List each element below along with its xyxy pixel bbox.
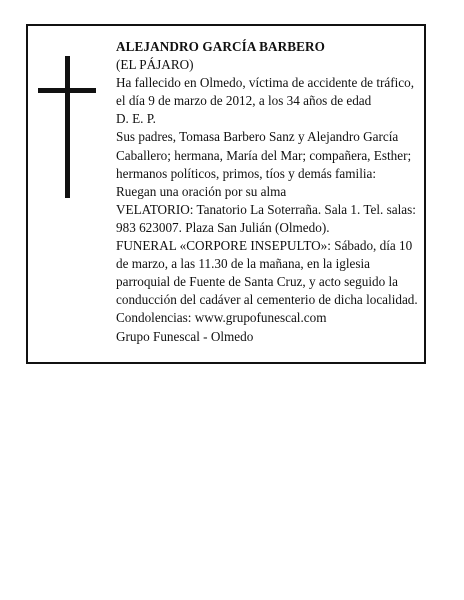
obituary-text <box>116 38 422 346</box>
funeral-company: Grupo Funescal - Olmedo <box>116 328 254 344</box>
prayer-request: Ruegan una oración por su alma <box>116 183 287 199</box>
rest-in-peace: D. E. P. <box>116 111 156 127</box>
wake-details: VELATORIO: Tanatorio La Soterraña. Sala 1. Tel. salas: 983 623007. Plaza San Julián (Olmedo). <box>116 201 416 235</box>
cross-horizontal-bar <box>38 88 96 93</box>
obituary-notice <box>26 24 426 364</box>
cross-vertical-bar <box>65 56 70 198</box>
latin-cross-icon <box>38 56 96 198</box>
funeral-details: FUNERAL «CORPORE INSEPULTO»: Sábado, día 10 de marzo, a las 11.30 de la mañana, en la iglesia parroquial de Fuente de Santa Cruz, y acto seguido la conducción del cadáver al cementerio de dicha localidad. <box>116 238 418 308</box>
family-members: Sus padres, Tomasa Barbero Sanz y Alejandro García Caballero; hermana, María del Mar; compañera, Esther; hermanos políticos, primos, tíos y demás familia: <box>116 129 412 181</box>
deceased-nickname: (EL PÁJARO) <box>116 57 194 73</box>
condolences-link: Condolencias: www.grupofunescal.com <box>116 310 327 326</box>
death-statement: Ha fallecido en Olmedo, víctima de accidente de tráfico, el día 9 de marzo de 2012, a los 34 años de edad <box>116 75 415 109</box>
deceased-name: ALEJANDRO GARCÍA BARBERO <box>116 39 326 54</box>
